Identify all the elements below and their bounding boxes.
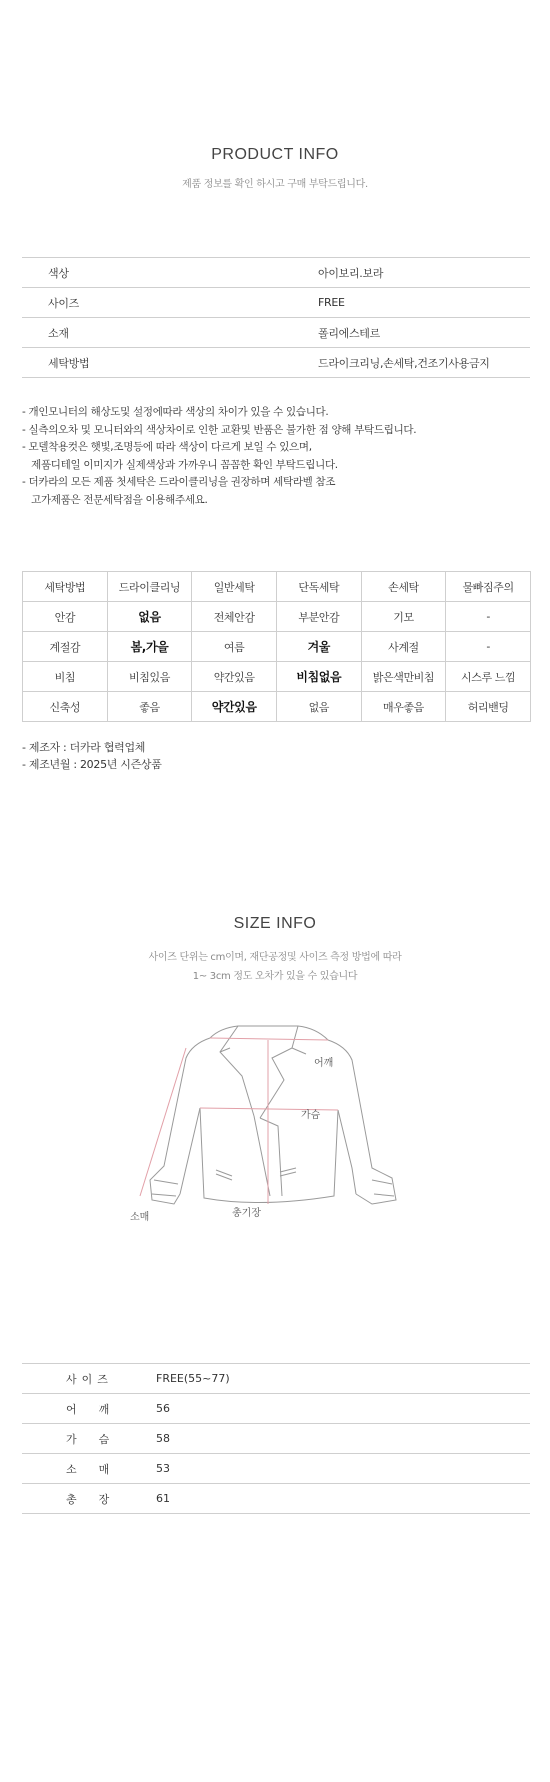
size-row <box>22 1484 530 1514</box>
care-cell: 손세탁 <box>361 572 446 602</box>
notice-line: - 개인모니터의 해상도및 설정에따라 색상의 차이가 있을 수 있습니다. <box>22 406 329 418</box>
care-cell: 약간있음 <box>192 662 277 692</box>
size-info-subtitle-1: 사이즈 단위는 cm이며, 재단공정및 사이즈 측정 방법에 따라 <box>148 952 402 963</box>
product-info-subtitle: 제품 정보를 확인 하시고 구매 부탁드립니다. <box>182 179 368 190</box>
care-cell: 안감 <box>23 602 108 632</box>
care-cell: 밝은색만비침 <box>361 662 446 692</box>
notice-line: - 모델착용컷은 햇빛,조명등에 따라 색상이 다르게 보일 수 있으며, <box>22 441 312 453</box>
spec-value: 드라이크리닝,손세탁,건조기사용금지 <box>318 348 530 378</box>
diagram-label-length: 총기장 <box>232 1208 261 1219</box>
care-cell-selected: 봄,가을 <box>107 632 192 662</box>
size-row <box>22 1424 530 1454</box>
size-row <box>22 1364 530 1394</box>
care-cell-selected: 없음 <box>107 602 192 632</box>
care-cell: 시스루 느낌 <box>446 662 531 692</box>
size-info-title: SIZE INFO <box>233 915 317 932</box>
notice-list <box>22 404 532 509</box>
manufacturer-info <box>22 739 162 773</box>
care-row <box>23 602 531 632</box>
spec-value: 폴리에스테르 <box>318 318 530 348</box>
size-value: 56 <box>156 1394 530 1424</box>
notice-line: 고가제품은 전문세탁점을 이용해주세요. <box>22 493 208 506</box>
spec-value: 아이보리.보라 <box>318 258 530 288</box>
jacket-sketch <box>150 1026 396 1204</box>
size-info-subtitle-2: 1~ 3cm 정도 오차가 있을 수 있습니다 <box>192 971 358 982</box>
spec-label: 소재 <box>22 318 318 348</box>
care-cell: 허리밴딩 <box>446 692 531 722</box>
size-label: 사이즈 <box>22 1364 156 1394</box>
spec-row-washing <box>22 348 530 378</box>
care-cell: 비침있음 <box>107 662 192 692</box>
size-table <box>22 1363 530 1514</box>
care-cell: 좋음 <box>107 692 192 722</box>
notice-line: 제품디테일 이미지가 실제색상과 가까우니 꼼꼼한 확인 부탁드립니다. <box>22 458 338 471</box>
shoulder-measure-line <box>210 1038 328 1040</box>
care-cell: 단독세탁 <box>276 572 361 602</box>
care-row <box>23 572 531 602</box>
size-label: 총장 <box>22 1484 156 1514</box>
measurement-lines <box>140 1038 338 1204</box>
size-value: 61 <box>156 1484 530 1514</box>
size-label: 가슴 <box>22 1424 156 1454</box>
care-cell-selected: 겨울 <box>276 632 361 662</box>
spec-row-color <box>22 258 530 288</box>
care-cell-selected: 약간있음 <box>192 692 277 722</box>
care-table <box>22 571 531 722</box>
care-cell: 매우좋음 <box>361 692 446 722</box>
manufacturer-line: - 제조년월 : 2025년 시즌상품 <box>22 758 162 771</box>
care-cell-selected: 비침없음 <box>276 662 361 692</box>
jacket-measurement-diagram <box>120 1018 420 1238</box>
spec-label: 세탁방법 <box>22 348 318 378</box>
product-info-title: PRODUCT INFO <box>211 146 339 163</box>
spec-value: FREE <box>318 288 530 318</box>
manufacturer-line: - 제조자 : 더카라 협력업체 <box>22 741 146 754</box>
care-cell: 전체안감 <box>192 602 277 632</box>
size-label: 어깨 <box>22 1394 156 1424</box>
spec-row-material <box>22 318 530 348</box>
spec-label: 색상 <box>22 258 318 288</box>
care-row <box>23 692 531 722</box>
care-cell: 일반세탁 <box>192 572 277 602</box>
care-cell: 비침 <box>23 662 108 692</box>
care-cell: 여름 <box>192 632 277 662</box>
diagram-label-shoulder: 어깨 <box>314 1058 334 1069</box>
care-row <box>23 662 531 692</box>
care-cell: - <box>446 632 531 662</box>
diagram-label-sleeve: 소매 <box>130 1212 150 1223</box>
care-cell: 사계절 <box>361 632 446 662</box>
notice-line: - 더카라의 모든 제품 첫세탁은 드라이클리닝을 권장하며 세탁라벨 참조 <box>22 476 336 488</box>
care-cell: 부분안감 <box>276 602 361 632</box>
care-cell: 기모 <box>361 602 446 632</box>
size-row <box>22 1454 530 1484</box>
care-cell: 없음 <box>276 692 361 722</box>
care-cell: 세탁방법 <box>23 572 108 602</box>
care-cell: 물빠짐주의 <box>446 572 531 602</box>
size-label: 소매 <box>22 1454 156 1484</box>
sleeve-measure-line <box>140 1048 186 1196</box>
care-cell: 신축성 <box>23 692 108 722</box>
care-cell: - <box>446 602 531 632</box>
diagram-label-chest: 가슴 <box>301 1110 321 1121</box>
notice-line: - 실측의오차 및 모니터와의 색상차이로 인한 교환및 반품은 불가한 점 양해 부탁드립니다. <box>22 423 417 436</box>
size-value: 58 <box>156 1424 530 1454</box>
size-row <box>22 1394 530 1424</box>
size-value: FREE(55~77) <box>156 1364 530 1394</box>
spec-label: 사이즈 <box>22 288 318 318</box>
care-row <box>23 632 531 662</box>
product-spec-table <box>22 257 530 378</box>
care-cell: 드라이클리닝 <box>107 572 192 602</box>
size-value: 53 <box>156 1454 530 1484</box>
spec-row-size <box>22 288 530 318</box>
care-cell: 계절감 <box>23 632 108 662</box>
